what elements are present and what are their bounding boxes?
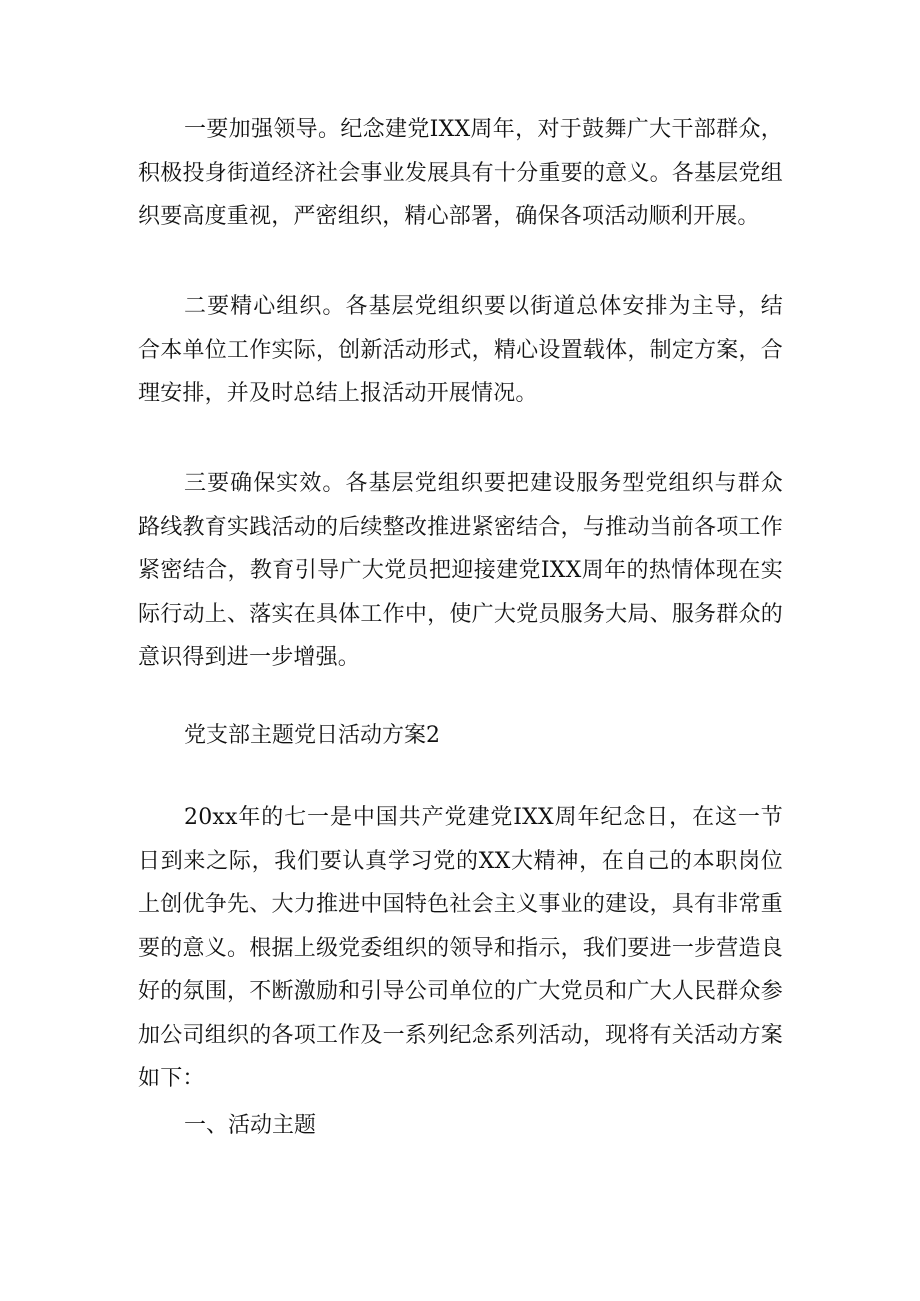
paragraph-ensure-effectiveness: 三要确保实效。各基层党组织要把建设服务型党组织与群众路线教育实践活动的后续整改推进紧密结合，与推动当前各项工作紧密结合，教育引导广大党员把迎接建党IXX周年的热情体现在实际行动上、落实在具体工作中，使广大党员服务大局、服务群众的意识得到进一步增强。 xyxy=(138,471,783,670)
section-title: 党支部主题党日活动方案2 xyxy=(184,723,440,748)
subheading-activity-theme: 一、活动主题 xyxy=(184,1113,317,1138)
paragraph-careful-organization: 二要精心组织。各基层党组织要以街道总体安排为主导，结合本单位工作实际，创新活动形式，精心设置载体，制定方案，合理安排，并及时总结上报活动开展情况。 xyxy=(138,294,783,406)
paragraph-strengthen-leadership: 一要加强领导。纪念建党IXX周年，对于鼓舞广大干部群众，积极投身街道经济社会事业发展具有十分重要的意义。各基层党组织要高度重视，严密组织，精心部署，确保各项活动顺利开展。 xyxy=(138,117,783,229)
intro-paragraph: 20xx年的七一是中国共产党建党IXX周年纪念日，在这一节日到来之际，我们要认真学习党的XX大精神，在自己的本职岗位上创优争先、大力推进中国特色社会主义事业的建设，具有非常重要的意义。根据上级党委组织的领导和指示，我们要进一步营造良好的氛围，不断激励和引导公司单位的广大党员和广大人民群众参加公司组织的各项工作及一系列纪念系列活动，现将有关活动方案如下： xyxy=(138,805,783,1091)
